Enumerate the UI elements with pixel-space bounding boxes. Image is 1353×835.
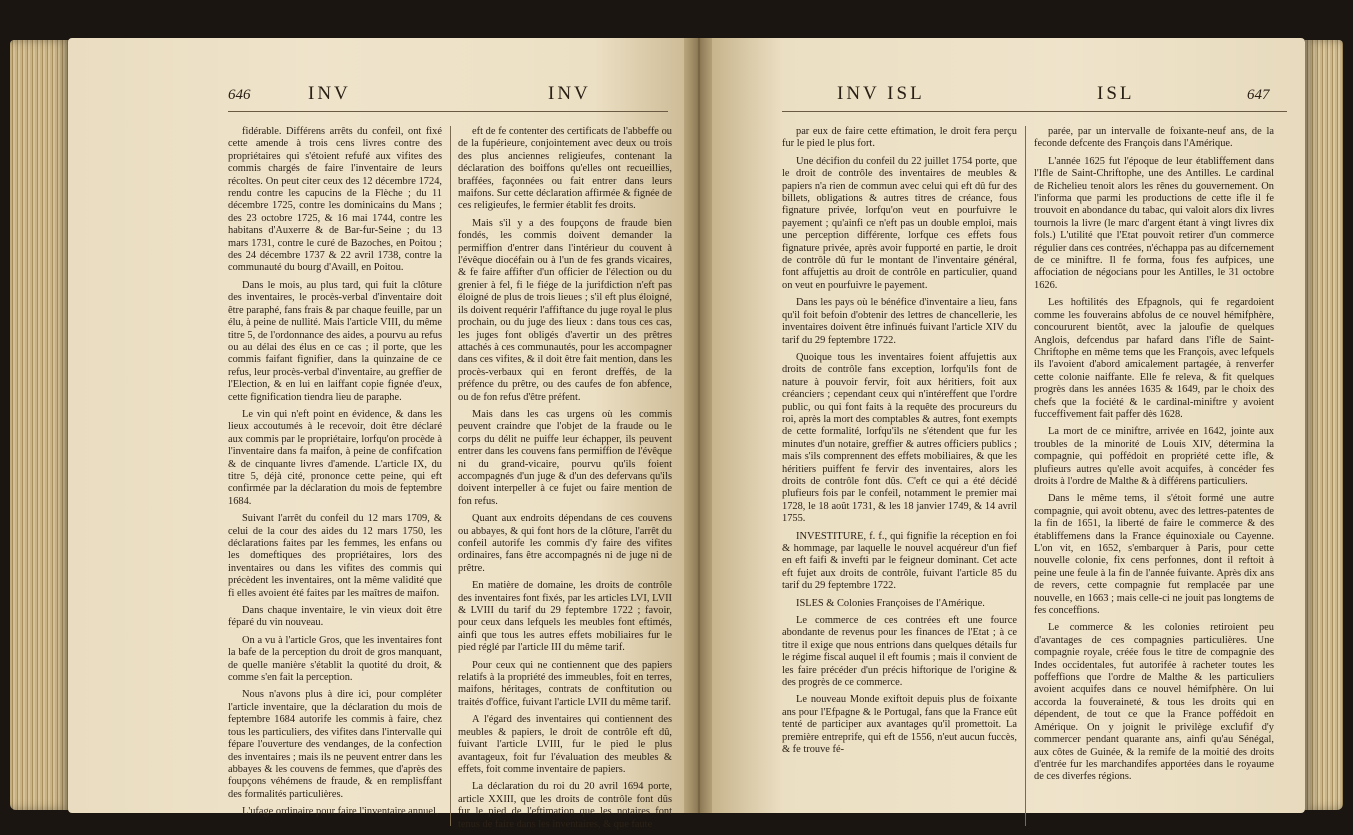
paragraph: Dans chaque inventaire, le vin vieux doit être féparé du vin nouveau. [228,605,442,629]
right-running-head-2: ISL [1097,83,1135,104]
paragraph: Le nouveau Monde exiftoit depuis plus de foixante ans pour l'Efpagne & le Portugal, fans que la France eût tenté de participer aux avantages qu'il promettoit. La première entreprife, qui eft de 1556, n'eut aucun fuccès, & fe trouve fé- [782,694,1017,756]
paragraph: L'ufage ordinaire pour faire l'inventaire annuel, [242,806,439,818]
paragraph: INVESTITURE, f. f., qui fignifie la réception en foi & hommage, par laquelle le nouvel acquéreur d'un fief en eft faifi & invefti par le feigneur dominant. Cet acte eft fujet aux droits de contrôle, fuivant l'article 85 du tarif du 29 feptembre 1722. [782,530,1017,592]
paragraph: Dans les pays où le bénéfice d'inventaire a lieu, fans qu'il foit befoin d'obtenir des lettres de chancellerie, les inventaires doivent être infinués fuivant l'article XIV du tarif du 29 feptembre 1722. [782,297,1017,346]
left-page [68,38,686,830]
left-page-number: 646 [228,87,251,103]
right-page [712,38,1305,813]
page-edges-right [1305,40,1343,810]
left-column-1 [228,126,442,816]
page-edges-left [10,40,70,810]
paragraph: Mais dans les cas urgens où les commis peuvent craindre que l'objet de la fraude ou le corps du délit ne puiffe leur échapper, ils peuvent entrer dans les couvens fans permiffion de l'évêque ni du grand-vicaire, pourvu qu'ils foient accompagnés d'un juge & d'un des defervans qu'ils doivent interpeller à ce fujet ou faire mention de fon refus. [458,408,672,507]
paragraph: La déclaration du roi du 20 avril 1694 porte, article XXIII, que les droits de contrôle font dûs fur le pied de l'eftimation que les notaires font tenus de faire dans les inventaires, & que faute [458,781,672,830]
paragraph: Le commerce & les colonies retiroient peu d'avantages de ces compagnies particulières. Une compagnie royale, créée fous le titre de compagnie des Indes occidentales, fut autorifée à racheter toutes les poffeffions que l'ordre de Malthe & les particuliers avoient acquifes dans ce nouvel hémifphère. On lui accorda la fouveraineté, & tous les droits qui en dépendent, de tout ce que la France poffédoit en Amérique. On y joignit le privilège exclufif d'y commercer pendant quarante ans, ainfi qu'au Sénégal, aux côtes de Guinée, & la remife de la moitié des droits d'entrée fur les marchandifes apportées dans le royaume de ces diverfes régions. [1034,622,1274,783]
paragraph: Le vin qui n'eft point en évidence, & dans les lieux accoutumés à le recevoir, doit être déclaré aux commis par le propriétaire, lorfqu'on procède à l'inventaire dans fa maifon, à peine de confifcation & de cinquante livres d'amende. L'article IX, du titre 5, déjà cité, prononce cette peine, qui eft confirmée par la déclaration du mois de feptembre 1684. [228,408,442,507]
paragraph: Dans le même tems, il s'étoit formé une autre compagnie, qui avoit obtenu, avec des lettres-patentes de la fin de 1651, la liberté de faire le commerce & des établiffemens dans la France équinoxiale ou Cayenne. L'on vit, en 1652, s'embarquer à Paris, pour cette nouvelle colonie, fix cens perfonnes, dont il reftoit à peine une feule à la fin de l'année fuivante. Après dix ans de revers, cette compagnie fut remplacée par une nouvelle, en 1663 ; mais celle-ci ne jouit pas longtems de fes conceffions. [1034,493,1274,617]
right-page-number: 647 [1247,87,1270,103]
paragraph: En matière de domaine, les droits de contrôle des inventaires font fixés, par les articles LVI, LVII & LVIII du tarif du 29 feptembre 1722 ; favoir, pour ceux dans lefquels les meubles font eftimés, ainfi que tous les autres effets mobiliaires fur le pied réglé par l'article III du même tarif. [458,580,672,654]
left-head-rule [228,111,668,112]
paragraph: Nous n'avons plus à dire ici, pour compléter l'article inventaire, que la déclaration du mois de feptembre 1684 autorife les commis à faire, chez tous les particuliers, des vifites dans l'intervalle qui fépare l'ouverture des vendanges, de la confection des inventaires ; mais ils ne peuvent entrer dans les abbayes & les couvens de femmes, que d'après des foupçons véhémens de fraude, & en remplisffant des formalités particulières. [228,689,442,800]
paragraph: Quoique tous les inventaires foient affujettis aux droits de contrôle fans exception, lorfqu'ils font de nature à pouvoir fervir, foit aux héritiers, foit aux créanciers ; cependant ceux qui n'intéreffent que l'ordre public, ou qui font faits à la requête des procureurs du roi, après la mort des comptables & autres, font exempts de cette formalité, lorfqu'ils ne s'étendent que fur les minutes d'un notaire, greffier & autres officiers publics ; mais s'ils comprennent des effets mobiliaires, & que les héritiers puiffent fe fervir des inventaires, alors les droits de contrôle font dûs. C'eft ce qui a été décidé plufieurs fois par le confeil, notamment le premier mai 1728, le 18 août 1731, & les 18 janvier 1749, & 14 avril 1755. [782,351,1017,525]
right-column-2 [1034,126,1274,816]
left-column-2 [458,126,672,830]
book-gutter [684,38,714,813]
right-column-1 [782,126,1017,816]
paragraph: Dans le mois, au plus tard, qui fuit la clôture des inventaires, le procès-verbal d'inventaire doit être paraphé, fans frais & par chaque feuille, par un élu, à peine de nullité. Mais l'article VIII, du même titre 5, de l'ordonnance des aides, a pourvu au refus ou au délai des élus en ce cas ; il porte, que les commis faifant fignifier, dans la quinzaine de ce refus, leur procès-verbal d'inventaire, au greffier de l'Election, & en lui en laiffant copie fignée d'eux, cette fignification tiendra lieu de paraphe. [228,279,442,403]
paragraph: A l'égard des inventaires qui contiennent des meubles & papiers, le droit de contrôle eft dû, fuivant l'article LVIII, fur le pied le plus avantageux, foit fur l'évaluation des meubles & effets, foit comme inventaire de papiers. [458,714,672,775]
paragraph: L'année 1625 fut l'époque de leur établiffement dans l'Ifle de Saint-Chriftophe, une des Antilles. Le cardinal de Richelieu tenoit alors les rênes du gouvernement. On l'informa que parmi les productions de cette ifle il fe trouvoit en abondance du tabac, qui valoit alors dix livres tournois la livre (le marc d'argent étant à vingt livres dix fols.) L'utilité que l'Etat pouvoit retirer d'un commerce régulier dans ces contrées, n'échappa pas au difcernement de ce miniftre. Il fe forma, fous fes aufpices, une affociation de négocians pour les Antilles, le 31 octobre 1626. [1034,155,1274,291]
paragraph: La mort de ce miniftre, arrivée en 1642, jointe aux troubles de la minorité de Louis XIV, détermina la compagnie, qui poffédoit en propriété cette ifle, & plufieurs autres qu'elle avoit acquifes, à concéder fes droits à l'ordre de Malthe & à différens particuliers. [1034,426,1274,487]
paragraph: Suivant l'arrêt du confeil du 12 mars 1709, & celui de la cour des aides du 12 mars 1750, les déclarations faites par les femmes, les enfans ou les domeftiques des propriétaires, lors des inventaires ou dans les vifites des commis qui précèdent les inventaires, ont la même validité que fi elles avoient été faites par les maîtres de maifon. [228,513,442,599]
paragraph: Une décifion du confeil du 22 juillet 1754 porte, que le droit de contrôle des inventaires de meubles & papiers n'a rien de commun avec celui qui eft dû fur des billets, obligations & autres titres de créance, fous fignature privée, lorfqu'on veut en pourfuivre le payement ; qu'ainfi ce n'eft pas un double emploi, mais une perception différente, lorfque ces effets fous fignature privée, après avoir fupporté en partie, le droit de contrôle dû fur le montant de l'inventaire général, font affujettis au droit de contrôle en particulier, quand on veut en pourfuivre le payement. [782,155,1017,291]
paragraph: par eux de faire cette eftimation, le droit fera perçu fur le pied le plus fort. [782,126,1017,150]
paragraph: Pour ceux qui ne contiennent que des papiers relatifs à la propriété des immeubles, foit en terres, maifons, héritages, contrats de conftitution ou traités d'office, fuivant l'article LVII du même tarif. [458,659,672,708]
paragraph: Quant aux endroits dépendans de ces couvens ou abbayes, & qui font hors de la clôture, l'arrêt du confeil autorife les commis d'y faire des vifites ordinaires, fans être accompagnés ni de juge ni de prêtre. [458,513,672,574]
paragraph: Les hoftilités des Efpagnols, qui fe regardoient comme les fouverains abfolus de ce nouvel hémifphère, concoururent bientôt, avec la jaloufie de quelques Anglois, defcendus par hafard dans l'ifle de Saint-Chriftophe en même tems que les François, avec lefquels ils l'avoient d'abord amicalement partagée, à renverfer cette colonie naiffante. Elle fe releva, & fit quelques progrès dans les années 1635 & 1649, par le choix des chefs que la fociété & le cardinal-miniftre y avoient fucceffivement fait paffer dès 1628. [1034,297,1274,420]
right-head-rule [782,111,1287,112]
paragraph: eft de fe contenter des certificats de l'abbeffe ou de la fupérieure, conjointement avec deux ou trois des plus anciennes religieufes, contenant la déclaration des boiffons qu'elles ont recueillies, braffées, façonnées ou fait entrer dans leurs maifons. Sur cette déclaration affirmée & fignée de ces religieufes, le fermier établit fes droits. [458,126,672,212]
paragraph: Mais s'il y a des foupçons de fraude bien fondés, les commis doivent demander la permiffion d'entrer dans l'intérieur du couvent à l'évêque diocéfain ou à l'un de fes grands vicaires, & fe faire affifter d'un officier de l'élection ou du grenier à fel, fi le fiége de la jurifdiction n'eft pas éloigné de plus de trois lieues ; s'il eft plus éloigné, ils doivent requérir l'affiftance du juge royal le plus prochain, ou du juge des lieux : dans tous ces cas, les juges font obligés d'avertir un des prêtres attachés à ces communautés, pour les accompagner dans ces vifites, & il doit être fait mention, dans les procès-verbaux qui en feront dreffés, de la préfence du prêtre, ou des caufes de fon abfence, ou de fon refus d'être préfent. [458,217,672,403]
paragraph: parée, par un intervalle de foixante-neuf ans, de la feconde defcente des François dans l'Amérique. [1034,126,1274,150]
right-column-divider [1025,126,1026,826]
paragraph: Le commerce de ces contrées eft une fource abondante de revenus pour les finances de l'Etat ; à ce titre il exige que nous entrions dans quelques détails fur le régime fiscal auquel il eft foumis ; mais il convient de les faire précéder d'un précis hiftorique de l'origine & des progrès de ce commerce. [782,615,1017,689]
left-running-head-1: INV [308,83,351,104]
right-running-head-1: INV ISL [837,83,925,104]
paragraph: fidérable. Différens arrêts du confeil, ont fixé cette amende à trois cens livres contre des propriétaires qui s'étoient refufé aux vifites des commis chargés de faire l'inventaire de leurs récoltes. On peut citer ceux des 12 décembre 1724, rendu contre les capucins de la Flèche ; du 11 décembre 1725, contre les dominicains du Mans ; des 23 octobre 1725, & 16 mai 1744, contre les habitans d'Auxerre & de Bar-fur-Seine ; du 13 mars 1731, contre le curé de Bazoches, en Poitou ; des 24 décembre 1737 & 22 avril 1738, contre la communauté du bourg d'Availl, en Poitou. [228,126,442,274]
left-column-divider [450,126,451,826]
paragraph: ISLES & Colonies Françoises de l'Amérique. [796,597,985,609]
paragraph: On a vu à l'article Gros, que les inventaires font la bafe de la perception du droit de gros manquant, de quelle manière s'établit la quotité du droit, & comme s'en fait la perception. [228,634,442,684]
left-running-head-2: INV [548,83,591,104]
